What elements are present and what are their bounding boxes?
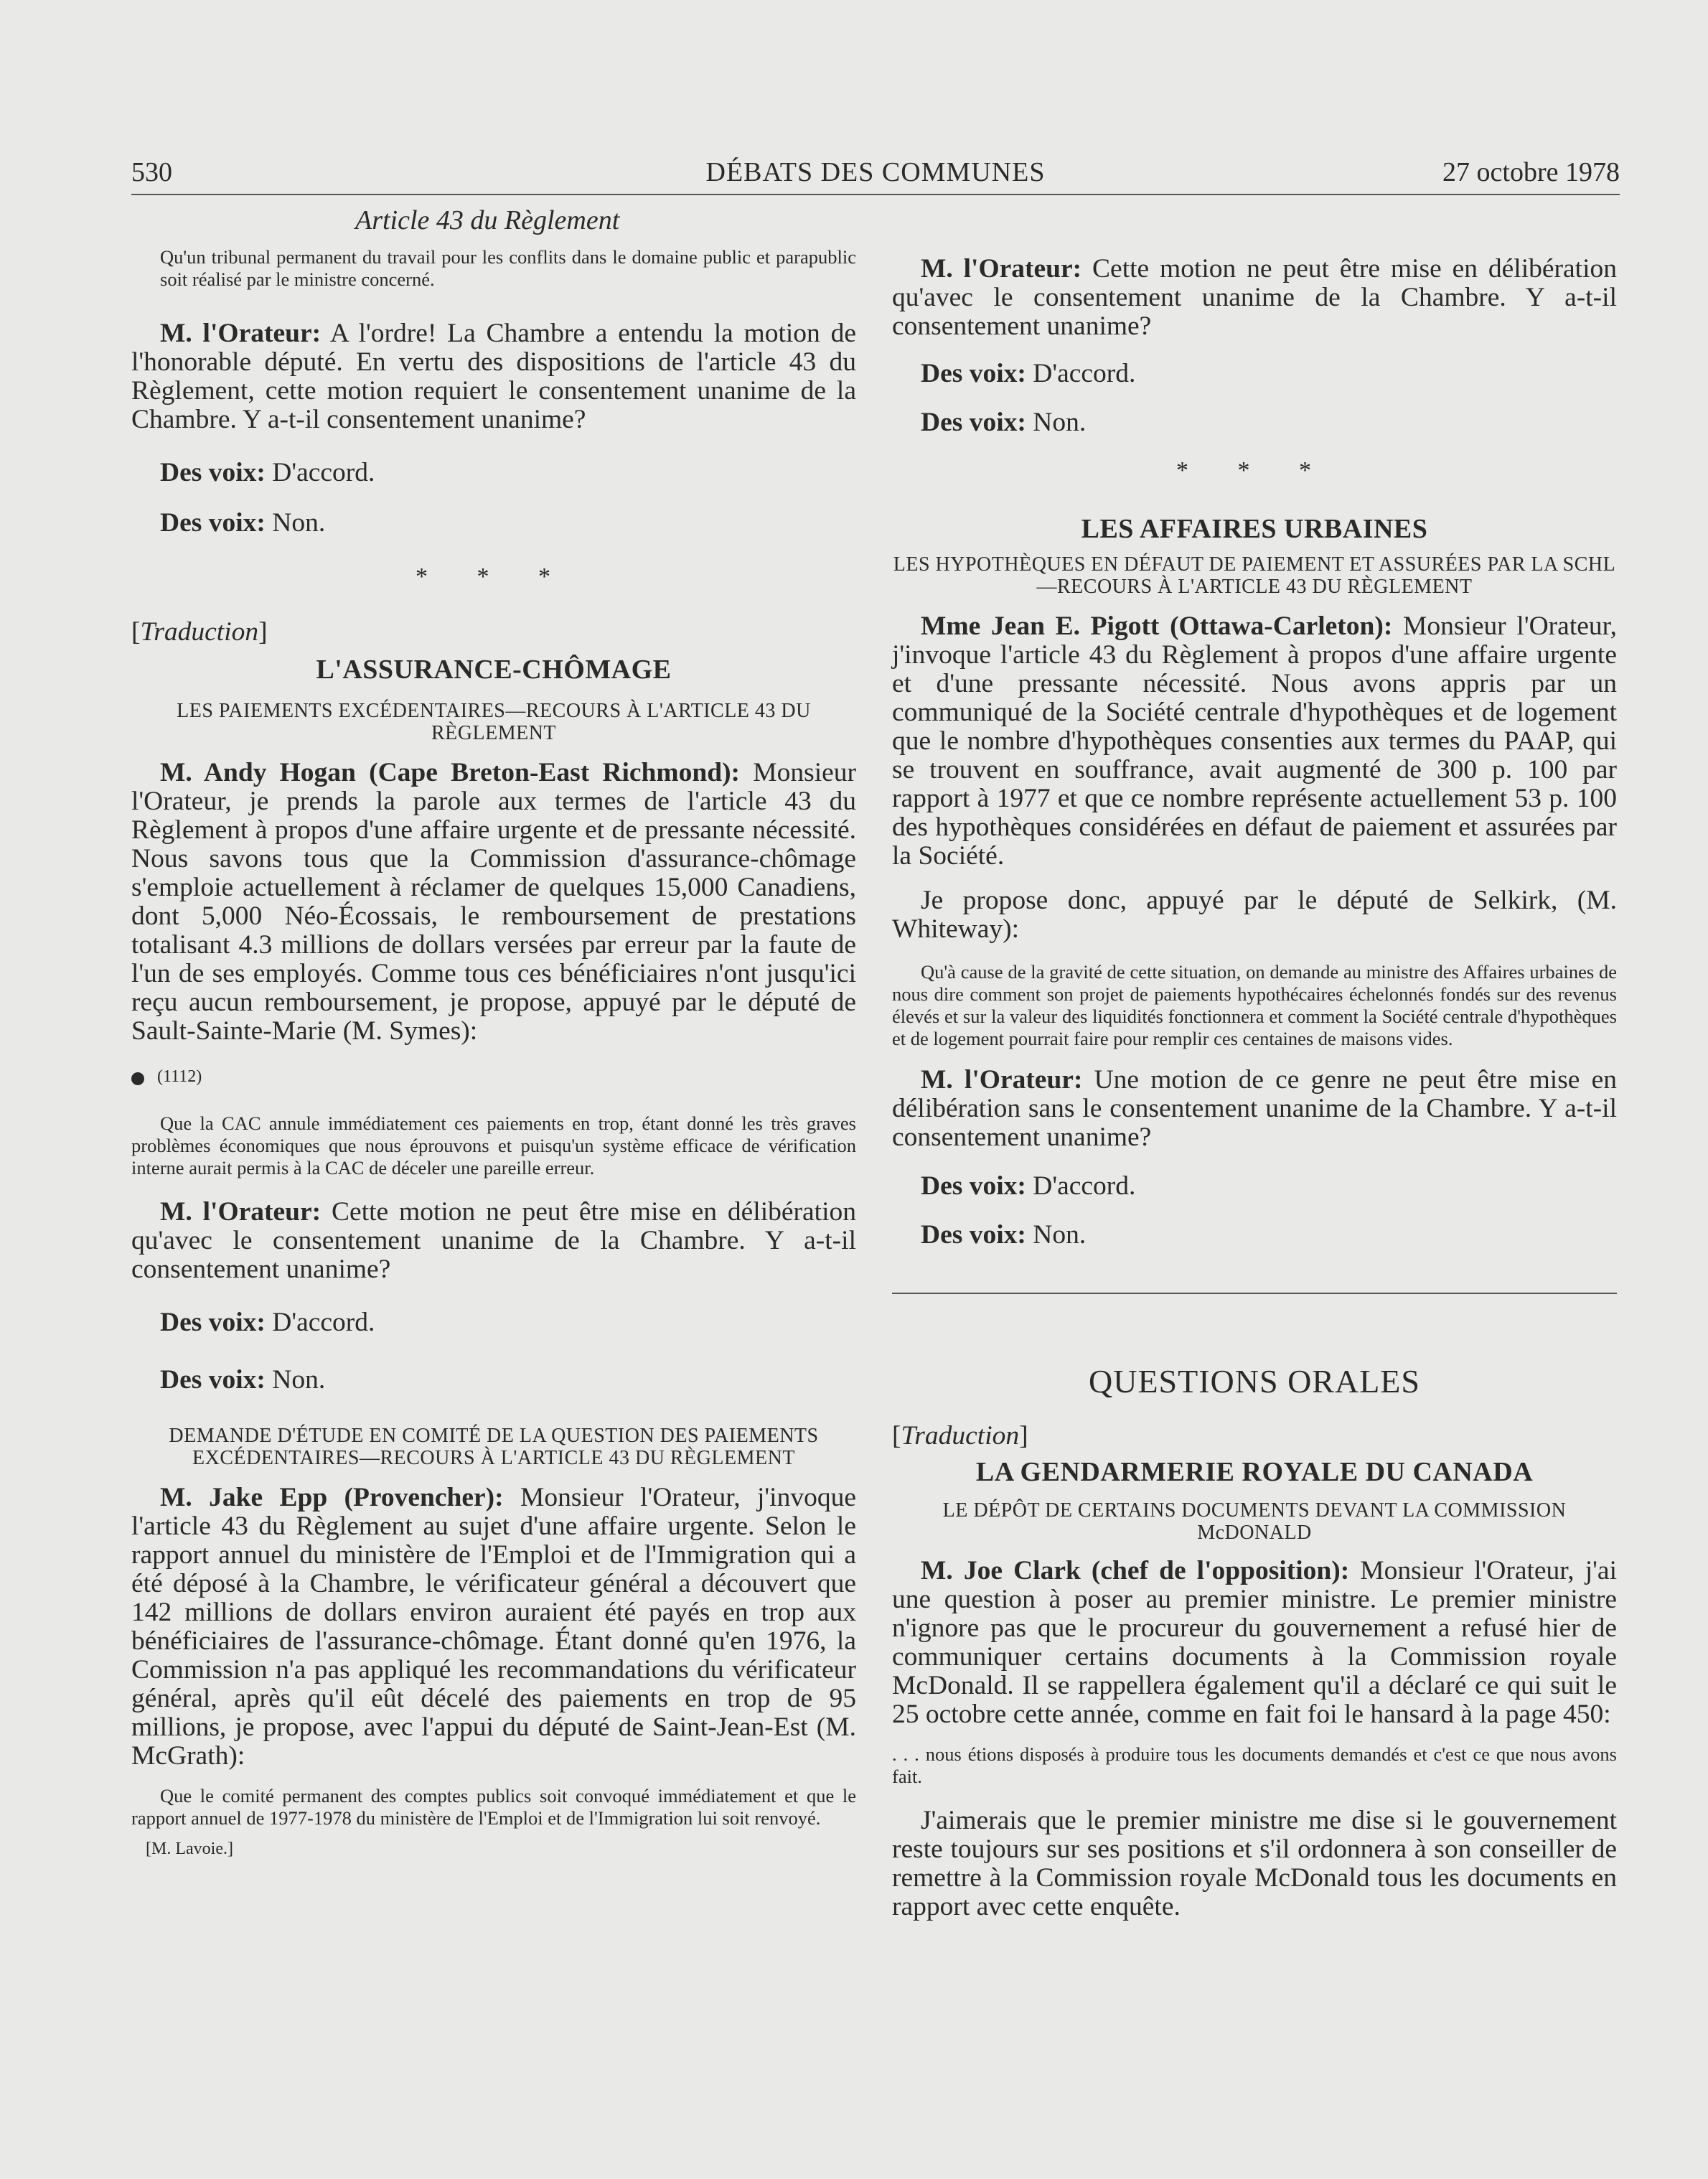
divider <box>892 1293 1617 1294</box>
speech-text: Monsieur l'Orateur, j'ai une question à poser au premier ministre. Le premier ministre n'ignore pas que le procureur du gouvernement a refusé hier de communiquer certains documents à la Commission royale McDonald. Il se rappellera également qu'il a déclaré ce qui suit le 25 octobre cette année, comme en fait foi le hansard à la page 450: <box>892 1556 1617 1729</box>
translation-label: Traduction <box>140 617 259 647</box>
speaker-name: M. l'Orateur: <box>921 1065 1083 1095</box>
quote-text: . . . nous étions disposés à produire tous les documents demandés et c'est ce que nous avons fait. <box>892 1743 1617 1787</box>
translation-tag: [Traduction] <box>892 1421 1028 1451</box>
speech-text: D'accord. <box>1026 1171 1136 1201</box>
section-separator: * * * <box>1176 457 1333 484</box>
speaker-name: M. Jake Epp (Provencher): <box>160 1483 504 1512</box>
speech-text: Monsieur l'Orateur, j'invoque l'article 43 du Règlement à propos d'une affaire urgente et d'une pressante nécessité. Nous avons appris par un communiqué de la Société centrale d'hypothèques et de logement que le nombre d'hypothèques consenties aux termes du PAAP, qui se trouvent en souffrance, avait augmenté de 300 p. 100 par rapport à 1977 et que ce nombre représente actuellement 53 p. 100 des hypothèques considérées en défaut de paiement et assurées par la Société. <box>892 611 1617 871</box>
speaker-name: M. l'Orateur: <box>160 319 322 348</box>
translation-tag: [Traduction] <box>131 617 268 647</box>
bullet-icon <box>131 1072 144 1085</box>
speaker-name: Des voix: <box>921 408 1026 437</box>
art43-motion: Qu'un tribunal permanent du travail pour les conflits dans le domaine public et parapublic soit réalisé par le ministre concerné. <box>160 246 856 290</box>
speaker-name: M. Andy Hogan (Cape Breton-East Richmond): <box>160 758 741 787</box>
page-number: 530 <box>131 157 172 187</box>
motion-text: Qu'à cause de la gravité de cette situation, on demande au ministre des Affaires urbaines de nous dire comment son projet de paiements hypothécaires échelonnés fondés sur des revenus élevés et sur la valeur des liquidités fonctionnera et comment la Société centrale d'hypothèques et de logement pourrait faire pour remplir ces centaines de maisons vides. <box>892 961 1617 1049</box>
speech-text: A l'ordre! La Chambre a entendu la motion de l'honorable député. En vertu des dispositions de l'article 43 du Règlement, cette motion requiert le consentement unanime de la Chambre. Y a-t-il consentement unanime? <box>131 319 856 434</box>
speech-text: D'accord. <box>265 458 375 487</box>
speaker-paragraph <box>892 1066 1617 1152</box>
speaker-name: Mme Jean E. Pigott (Ottawa-Carleton): <box>921 611 1393 641</box>
art43-heading: Article 43 du Règlement <box>355 205 620 235</box>
speech-text: D'accord. <box>1026 359 1136 388</box>
voices-line <box>892 1172 1617 1201</box>
page-date: 27 octobre 1978 <box>1442 157 1620 187</box>
voices-line <box>131 459 856 487</box>
speech-text: Monsieur l'Orateur, j'invoque l'article 43 du Règlement au sujet d'une affaire urgente. Selon le rapport annuel du ministère de l'Emploi et de l'Immigration qui a été déposé à la Chambre, le vérificateur général a découvert que 142 millions de dollars environ auraient été payés en trop aux bénéficiaires de l'assurance-chômage. Étant donné qu'en 1976, la Commission n'a pas appliqué les recommandations du vérificateur général, après qu'il eût décelé des paiements en trop de 95 millions, je propose, avec l'appui du député de Saint-Jean-Est (M. McGrath): <box>131 1483 857 1771</box>
section-title: L'ASSURANCE-CHÔMAGE <box>316 655 672 685</box>
translation-label: Traduction <box>901 1421 1020 1451</box>
speech-text: Non. <box>1026 1220 1087 1250</box>
section-subtitle: LES HYPOTHÈQUES EN DÉFAUT DE PAIEMENT ET ASSURÉES PAR LA SCHL—RECOURS À L'ARTICLE 43 DU RÈGLEMENT <box>893 553 1616 598</box>
section-subtitle: DEMANDE D'ÉTUDE EN COMITÉ DE LA QUESTION DES PAIEMENTS EXCÉDENTAIRES—RECOURS À L'ARTICLE 43 DU RÈGLEMENT <box>169 1425 819 1469</box>
section-title: LA GENDARMERIE ROYALE DU CANADA <box>975 1457 1534 1487</box>
speaker-paragraph <box>131 759 856 1046</box>
voices-line <box>892 360 1617 388</box>
proposal-paragraph: Je propose donc, appuyé par le député de Selkirk, (M. Whiteway): <box>892 886 1617 944</box>
speech-text: Cette motion ne peut être mise en délibération qu'avec le consentement unanime de la Chambre. Y a-t-il consentement unanime? <box>892 254 1617 341</box>
section-subtitle: LE DÉPÔT DE CERTAINS DOCUMENTS DEVANT LA COMMISSION McDONALD <box>942 1499 1567 1544</box>
voices-line <box>131 509 856 538</box>
section-main-title: QUESTIONS ORALES <box>1089 1363 1420 1400</box>
speaker-name: Des voix: <box>160 458 266 487</box>
speaker-name: Des voix: <box>921 359 1026 388</box>
motion-text: Que la CAC annule immédiatement ces paiements en trop, étant donné les très graves problèmes économiques que nous éprouvons et puisqu'un système efficace de vérification interne aurait permis à la CAC de déceler une pareille erreur. <box>131 1112 856 1178</box>
motion-text: Que le comité permanent des comptes publics soit convoqué immédiatement et que le rapport annuel de 1977-1978 du ministère de l'Emploi et de l'Immigration lui soit renvoyé. <box>131 1785 856 1829</box>
left-column <box>131 205 856 1859</box>
speaker-paragraph <box>131 319 856 434</box>
speaker-name: M. Joe Clark (chef de l'opposition): <box>921 1556 1350 1585</box>
running-head <box>131 156 1620 195</box>
speech-text: D'accord. <box>265 1308 375 1337</box>
speaker-name: M. l'Orateur: <box>921 254 1082 283</box>
speech-text: Cette motion ne peut être mise en délibération qu'avec le consentement unanime de la Chambre. Y a-t-il consentement unanime? <box>131 1197 856 1284</box>
voices-line <box>892 408 1617 437</box>
speaker-paragraph <box>131 1484 856 1771</box>
publication-title: DÉBATS DES COMMUNES <box>705 157 1046 187</box>
section-separator: * * * <box>416 563 572 590</box>
speaker-name: Des voix: <box>160 1308 266 1337</box>
speech-text: Non. <box>265 1365 326 1395</box>
speech-text: Non. <box>265 508 326 538</box>
byline: [M. Lavoie.] <box>146 1840 233 1858</box>
voices-line <box>131 1308 856 1337</box>
speech-paragraph: J'aimerais que le premier ministre me dise si le gouvernement reste toujours sur ses positions et s'il ordonnera à son conseiller de remettre à la Commission royale McDonald tous les documents en rapport avec cette enquête. <box>892 1806 1617 1921</box>
time-marker <box>131 1067 856 1087</box>
speaker-name: Des voix: <box>160 508 266 538</box>
section-subtitle: LES PAIEMENTS EXCÉDENTAIRES—RECOURS À L'ARTICLE 43 DU RÈGLEMENT <box>177 700 811 744</box>
voices-line <box>892 1221 1617 1250</box>
speech-text: Non. <box>1026 408 1087 437</box>
speaker-name: Des voix: <box>160 1365 266 1395</box>
speaker-name: Des voix: <box>921 1220 1026 1250</box>
section-title: LES AFFAIRES URBAINES <box>1081 514 1428 544</box>
speaker-paragraph <box>892 612 1617 871</box>
speaker-name: Des voix: <box>921 1171 1026 1201</box>
speaker-paragraph <box>892 255 1617 341</box>
voices-line <box>131 1366 856 1395</box>
time-marker-text: (1112) <box>157 1067 202 1086</box>
speaker-paragraph <box>131 1198 856 1284</box>
speaker-paragraph <box>892 1557 1617 1729</box>
speech-text: Monsieur l'Orateur, je prends la parole aux termes de l'article 43 du Règlement à propos d'une affaire urgente et de pressante nécessité. Nous savons tous que la Commission d'assurance-chômage s'emploie actuellement à réclamer de quelques 15,000 Canadiens, dont 5,000 Néo-Écossais, le remboursement de prestations totalisant 4.3 millions de dollars versées par erreur par la faute de l'un de ses employés. Comme tous ces bénéficiaires n'ont jusqu'ici reçu aucun remboursement, je propose, appuyé par le député de Sault-Sainte-Marie (M. Symes): <box>131 758 856 1046</box>
speech-text: Une motion de ce genre ne peut être mise en délibération sans le consentement unanime de la Chambre. Y a-t-il consentement unanime? <box>892 1065 1617 1152</box>
right-column <box>892 205 1617 1921</box>
speaker-name: M. l'Orateur: <box>160 1197 322 1227</box>
